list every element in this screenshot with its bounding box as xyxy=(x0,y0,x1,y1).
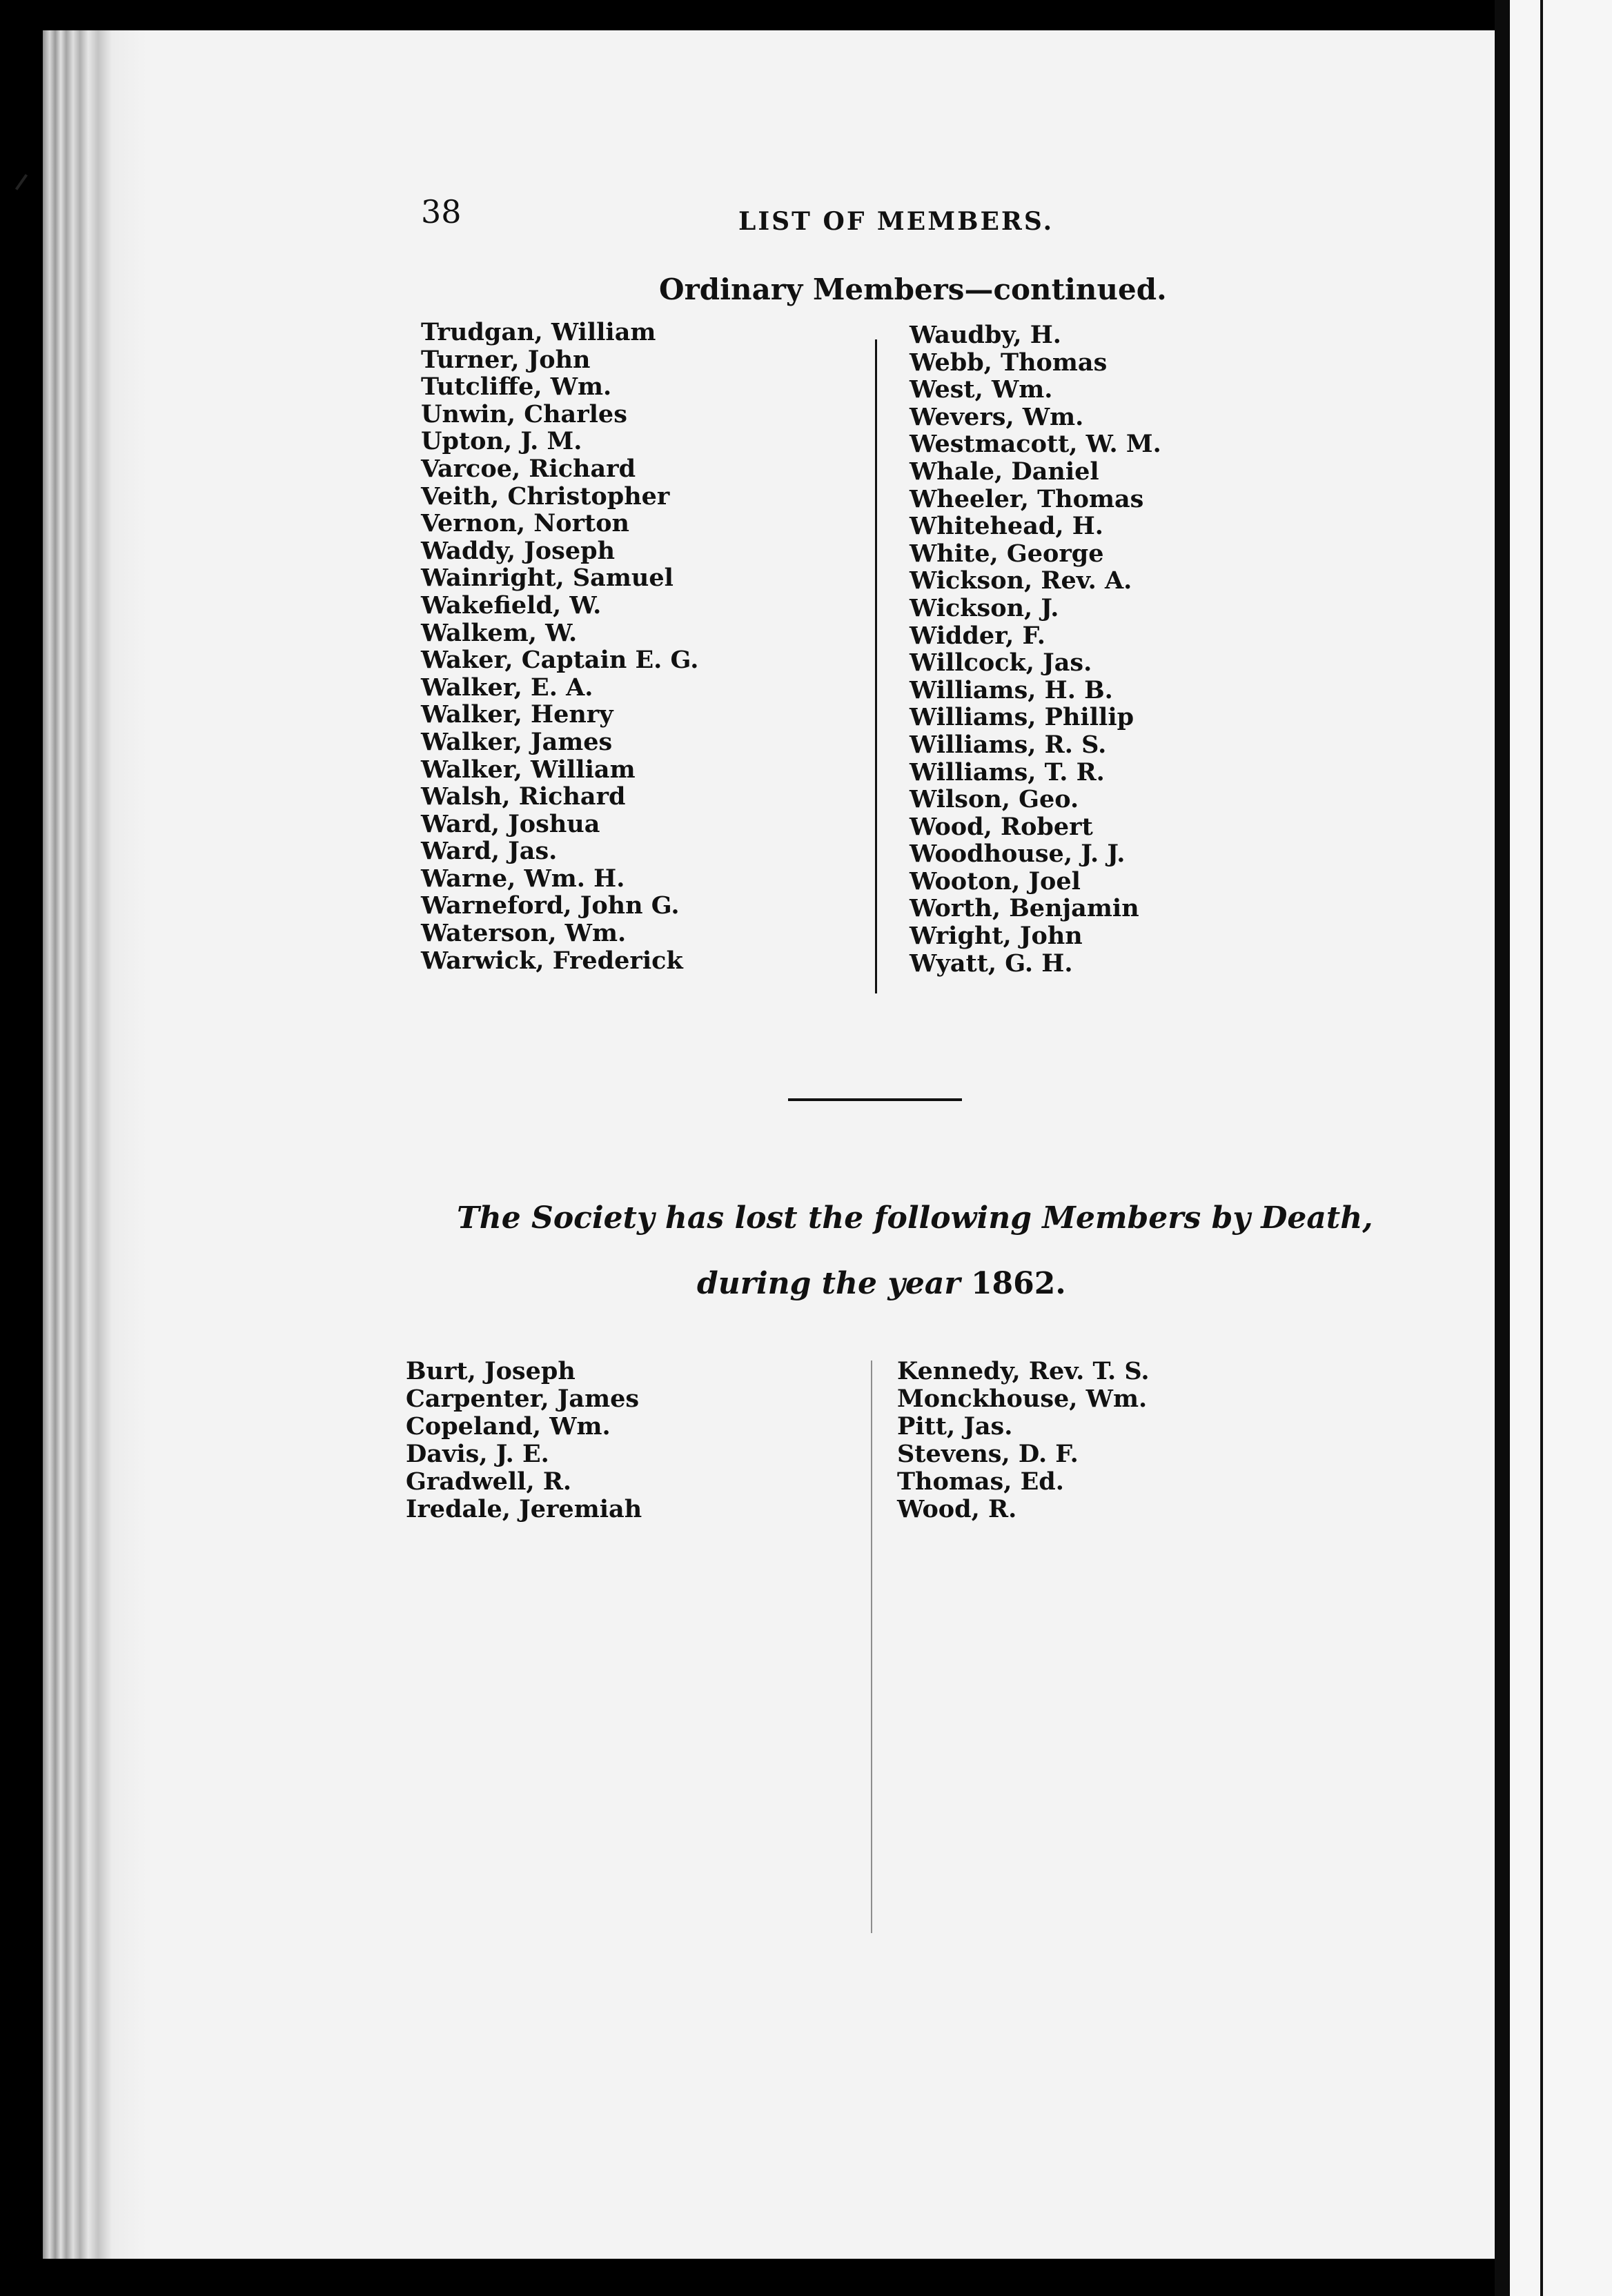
list-item: Varcoe, Richard xyxy=(421,454,636,483)
list-item: Unwin, Charles xyxy=(421,399,627,428)
list-item: Turner, John xyxy=(421,345,591,374)
list-item: Tutcliffe, Wm. xyxy=(421,373,612,402)
list-item: Wheeler, Thomas xyxy=(910,484,1144,513)
members-right-column xyxy=(910,321,1161,977)
column-divider xyxy=(875,339,877,993)
list-item: Wooton, Joel xyxy=(910,867,1081,895)
running-title: LIST OF MEMBERS. xyxy=(738,207,1054,236)
list-item: Wainright, Samuel xyxy=(421,564,674,593)
list-item: Vernon, Norton xyxy=(421,509,629,538)
list-item: Ward, Joshua xyxy=(421,809,600,838)
list-item: Walker, Henry xyxy=(421,700,613,729)
list-item: Copeland, Wm. xyxy=(406,1412,611,1441)
list-item: Wilson, Geo. xyxy=(910,785,1079,814)
list-item: Wyatt, G. H. xyxy=(910,949,1073,978)
list-item: Waterson, Wm. xyxy=(421,919,627,948)
death-notice-line-1: The Society has lost the following Members by Death, xyxy=(457,1200,1373,1236)
list-item: Walsh, Richard xyxy=(421,782,626,811)
list-item: Wickson, Rev. A. xyxy=(910,566,1132,595)
deceased-left-column xyxy=(406,1358,642,1523)
list-item: Pitt, Jas. xyxy=(897,1412,1013,1441)
margin-mark xyxy=(15,174,28,190)
list-item: Westmacott, W. M. xyxy=(910,430,1161,459)
list-item: White, George xyxy=(910,539,1104,568)
section-separator xyxy=(788,1098,962,1101)
list-item: Gradwell, R. xyxy=(406,1467,572,1496)
list-item: Whitehead, H. xyxy=(910,512,1103,541)
death-notice-year: 1862. xyxy=(970,1266,1066,1301)
list-item: Veith, Christopher xyxy=(421,482,670,511)
page-number: 38 xyxy=(421,193,462,230)
list-item: Wood, Robert xyxy=(910,812,1093,841)
list-item: Carpenter, James xyxy=(406,1385,640,1413)
list-item: Waker, Captain E. G. xyxy=(421,646,699,675)
list-item: Warne, Wm. H. xyxy=(421,864,625,893)
list-item: Warneford, John G. xyxy=(421,891,680,920)
list-item: Stevens, D. F. xyxy=(897,1440,1079,1468)
adjacent-page-edge xyxy=(1540,0,1543,2296)
list-item: Williams, T. R. xyxy=(910,758,1105,786)
list-item: Wright, John xyxy=(910,922,1083,951)
list-item: Walkem, W. xyxy=(421,618,578,647)
deceased-right-column xyxy=(897,1358,1150,1523)
list-item: Worth, Benjamin xyxy=(910,894,1139,923)
list-item: Trudgan, William xyxy=(421,318,656,346)
adjacent-page xyxy=(1510,0,1612,2296)
list-item: Burt, Joseph xyxy=(406,1357,576,1385)
list-item: Thomas, Ed. xyxy=(897,1467,1064,1496)
list-item: Kennedy, Rev. T. S. xyxy=(897,1357,1150,1385)
list-item: Willcock, Jas. xyxy=(910,649,1092,677)
list-item: Ward, Jas. xyxy=(421,837,558,866)
list-item: Wevers, Wm. xyxy=(910,402,1084,431)
list-item: Williams, R. S. xyxy=(910,730,1107,759)
list-item: Whale, Daniel xyxy=(910,457,1099,486)
book-gutter xyxy=(43,30,146,2259)
list-item: Webb, Thomas xyxy=(910,348,1108,377)
list-item: Williams, H. B. xyxy=(910,675,1113,704)
list-item: Williams, Phillip xyxy=(910,703,1134,732)
list-item: Walker, William xyxy=(421,755,636,784)
list-item: Walker, James xyxy=(421,727,613,756)
list-item: Waddy, Joseph xyxy=(421,536,616,565)
members-left-column xyxy=(421,319,698,974)
deceased-column-divider xyxy=(871,1360,872,1933)
list-item: Monckhouse, Wm. xyxy=(897,1385,1148,1413)
list-item: Wood, R. xyxy=(897,1495,1017,1523)
death-notice-line-2 xyxy=(697,1266,1066,1301)
list-item: Davis, J. E. xyxy=(406,1440,549,1468)
death-notice-prefix: during the year xyxy=(697,1266,961,1301)
list-item: West, Wm. xyxy=(910,375,1053,404)
list-item: Warwick, Frederick xyxy=(421,946,683,975)
list-item: Waudby, H. xyxy=(910,321,1061,349)
list-item: Upton, J. M. xyxy=(421,427,582,456)
list-item: Walker, E. A. xyxy=(421,673,593,702)
list-item: Widder, F. xyxy=(910,621,1045,650)
list-item: Iredale, Jeremiah xyxy=(406,1495,642,1523)
list-item: Wakefield, W. xyxy=(421,591,602,620)
list-item: Woodhouse, J. J. xyxy=(910,840,1126,869)
page-edge-shadow xyxy=(1495,0,1510,2296)
section-title: Ordinary Members—continued. xyxy=(659,273,1167,306)
list-item: Wickson, J. xyxy=(910,593,1059,622)
